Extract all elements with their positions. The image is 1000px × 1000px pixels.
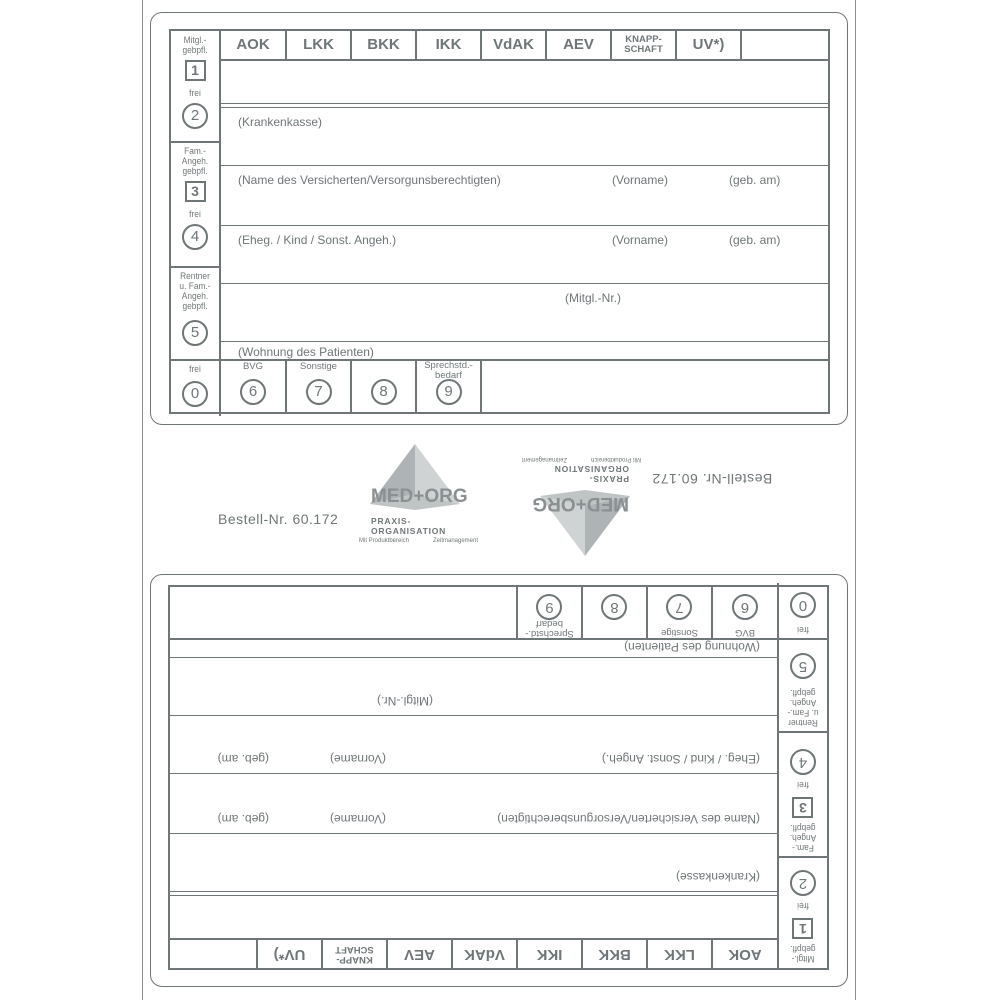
- option-bvg-label: BVG: [734, 627, 756, 638]
- logo-tagline-left: Mit Produktbereich: [359, 538, 410, 544]
- field-row-line: [170, 891, 777, 892]
- kasse-aok[interactable]: AOK: [711, 940, 777, 968]
- status-free-label: frei: [189, 88, 201, 99]
- field-row-line: [170, 773, 777, 774]
- option-sonstige-label: Sonstige: [661, 627, 698, 638]
- kasse-aok[interactable]: AOK: [221, 31, 287, 59]
- field-birthdate-label: (geb. am): [729, 173, 781, 187]
- med-org-logo: [345, 442, 485, 557]
- divider: [171, 266, 219, 268]
- kasse-ikk[interactable]: IKK: [417, 31, 482, 59]
- bottom-free-number[interactable]: 0: [790, 592, 816, 618]
- field-birthdate-label: (geb. am): [217, 812, 269, 826]
- status-pensioner-number[interactable]: 5: [182, 320, 208, 346]
- logo-tagline-right: Zeitmanagement: [433, 538, 479, 544]
- field-krankenkasse-label: (Krankenkasse): [675, 870, 760, 884]
- status-family-free-label: frei: [797, 779, 809, 790]
- divider: [779, 731, 827, 733]
- divider: [779, 856, 827, 858]
- status-family-free-number[interactable]: 4: [790, 749, 816, 775]
- kasse-aev[interactable]: AEV: [547, 31, 612, 59]
- option-eight-label: [352, 359, 415, 379]
- field-dependent-label: (Eheg. / Kind / Sonst. Angeh.): [601, 752, 760, 766]
- bottom-options-row: [221, 359, 482, 412]
- option-eight[interactable]: [352, 359, 417, 412]
- field-row-line: [221, 341, 828, 342]
- bottom-free: [779, 585, 827, 637]
- order-number-inverted: Bestell-Nr. 60.172: [652, 471, 773, 487]
- bottom-free-label: frei: [797, 624, 809, 635]
- field-row-line: [221, 225, 828, 226]
- status-pensioner: [171, 269, 219, 359]
- kasse-lkk[interactable]: LKK: [287, 31, 352, 59]
- field-vorname-label: (Vorname): [612, 173, 669, 187]
- option-eight-label: [583, 620, 646, 640]
- kasse-knappschaft[interactable]: KNAPP- SCHAFT: [612, 31, 677, 59]
- option-sonstige-number[interactable]: 7: [667, 594, 693, 620]
- field-member-number-label: (Mitgl.-Nr.): [565, 291, 621, 305]
- form-card-bottom: [150, 574, 848, 987]
- double-line: [221, 103, 828, 104]
- option-sonstige-label: Sonstige: [300, 361, 337, 372]
- field-row-line: [170, 715, 777, 716]
- kasse-uv[interactable]: UV*): [677, 31, 742, 59]
- option-bvg-number[interactable]: 6: [240, 379, 266, 405]
- kasse-vdak[interactable]: VdAK: [451, 940, 516, 968]
- status-pensioner-label: Rentner u. Fam.- Angeh. gebpfl.: [179, 271, 211, 312]
- field-name-label: (Name des Versicherten/Versorgunsberechtigten): [238, 173, 501, 187]
- status-member-label: Mitgl.- gebpfl.: [182, 35, 208, 56]
- kasse-blank[interactable]: [170, 940, 256, 968]
- option-sprechstundenbedarf[interactable]: [516, 587, 581, 640]
- field-address-label: (Wohnung des Patienten): [238, 345, 374, 359]
- logo-tagline-right: Zeitmanagement: [521, 456, 567, 462]
- field-row-line: [170, 833, 777, 834]
- kasse-blank[interactable]: [742, 31, 828, 59]
- status-column: [777, 583, 827, 968]
- double-line: [170, 895, 777, 896]
- logo-tagline-left: Mit Produktbereich: [590, 456, 641, 462]
- status-free-number[interactable]: 2: [182, 103, 208, 129]
- field-row-line: [221, 107, 828, 108]
- divider: [171, 359, 219, 361]
- insurance-types-row: [170, 938, 777, 968]
- option-sprechstundenbedarf[interactable]: [417, 359, 482, 412]
- kasse-aev[interactable]: AEV: [386, 940, 451, 968]
- option-bvg[interactable]: [711, 587, 777, 640]
- logo-subtitle: PRAXIS-ORGANISATION: [371, 516, 447, 536]
- bottom-free-number[interactable]: 0: [182, 381, 208, 407]
- status-free-number[interactable]: 2: [790, 870, 816, 896]
- status-pensioner-label: Rentner u. Fam.- Angeh. gebpfl.: [787, 687, 819, 728]
- field-vorname-label: (Vorname): [329, 812, 386, 826]
- logo-name: MED+ORG: [532, 493, 629, 514]
- form-frame: [169, 29, 830, 414]
- status-member-number[interactable]: 1: [793, 918, 814, 939]
- kasse-bkk[interactable]: BKK: [581, 940, 646, 968]
- kasse-knappschaft[interactable]: KNAPP- SCHAFT: [321, 940, 386, 968]
- status-family-free-number[interactable]: 4: [182, 224, 208, 250]
- kasse-lkk[interactable]: LKK: [646, 940, 711, 968]
- option-eight[interactable]: [581, 587, 646, 640]
- option-sonstige-number[interactable]: 7: [306, 379, 332, 405]
- status-family-number[interactable]: 3: [185, 181, 206, 202]
- field-dependent-birthdate-label: (geb. am): [729, 233, 781, 247]
- bottom-free-label: frei: [189, 364, 201, 375]
- status-family-label: Fam.- Angeh. gebpfl.: [181, 146, 209, 177]
- status-free-label: frei: [797, 900, 809, 911]
- status-member: [779, 856, 827, 966]
- status-pensioner-number[interactable]: 5: [790, 653, 816, 679]
- kasse-ikk[interactable]: IKK: [516, 940, 581, 968]
- kasse-uv[interactable]: UV*): [256, 940, 321, 968]
- option-sonstige[interactable]: [287, 359, 352, 412]
- form-frame: [168, 585, 829, 970]
- option-bvg-label: BVG: [242, 361, 264, 372]
- field-krankenkasse-label: (Krankenkasse): [238, 115, 323, 129]
- status-pensioner: [779, 640, 827, 730]
- field-dependent-vorname-label: (Vorname): [329, 752, 386, 766]
- option-eight-number[interactable]: 8: [602, 594, 628, 620]
- logo-subtitle: PRAXIS-ORGANISATION: [553, 464, 629, 484]
- field-member-number-label: (Mitgl.-Nr.): [377, 694, 433, 708]
- bottom-options-row: [516, 587, 777, 640]
- kasse-bkk[interactable]: BKK: [352, 31, 417, 59]
- insurance-types-row: [221, 31, 828, 61]
- status-family-label: Fam.- Angeh. gebpfl.: [789, 822, 817, 853]
- status-family-number[interactable]: 3: [793, 797, 814, 818]
- option-sonstige[interactable]: [646, 587, 711, 640]
- field-row-line: [221, 283, 828, 284]
- field-name-label: (Name des Versicherten/Versorgunsberechtigten): [497, 812, 760, 826]
- logo-name: MED+ORG: [371, 486, 468, 507]
- field-dependent-label: (Eheg. / Kind / Sonst. Angeh.): [238, 233, 397, 247]
- option-sprechstundenbedarf-label: Sprechstd.- bedarf: [525, 618, 574, 639]
- field-row-line: [170, 657, 777, 658]
- option-eight-number[interactable]: 8: [371, 379, 397, 405]
- status-member-label: Mitgl.- gebpfl.: [790, 943, 816, 964]
- med-org-logo-inverted: [515, 443, 655, 558]
- option-bvg-number[interactable]: 6: [732, 594, 758, 620]
- status-column: [171, 31, 221, 416]
- bottom-free: [171, 362, 219, 414]
- status-member-number[interactable]: 1: [185, 60, 206, 81]
- status-family: [779, 735, 827, 855]
- divider: [779, 638, 827, 640]
- status-member: [171, 33, 219, 143]
- option-bvg[interactable]: [221, 359, 287, 412]
- field-dependent-vorname-label: (Vorname): [612, 233, 669, 247]
- order-number: Bestell-Nr. 60.172: [218, 511, 339, 527]
- field-address-label: (Wohnung des Patienten): [624, 640, 760, 654]
- status-family: [171, 144, 219, 264]
- status-family-free-label: frei: [189, 209, 201, 220]
- kasse-vdak[interactable]: VdAK: [482, 31, 547, 59]
- form-card-top: [150, 12, 848, 425]
- divider: [171, 141, 219, 143]
- field-row-line: [221, 165, 828, 166]
- option-sprechstundenbedarf-number[interactable]: 9: [537, 594, 563, 620]
- option-sprechstundenbedarf-label: Sprechstd.- bedarf: [424, 360, 473, 381]
- field-dependent-birthdate-label: (geb. am): [217, 752, 269, 766]
- option-sprechstundenbedarf-number[interactable]: 9: [436, 379, 462, 405]
